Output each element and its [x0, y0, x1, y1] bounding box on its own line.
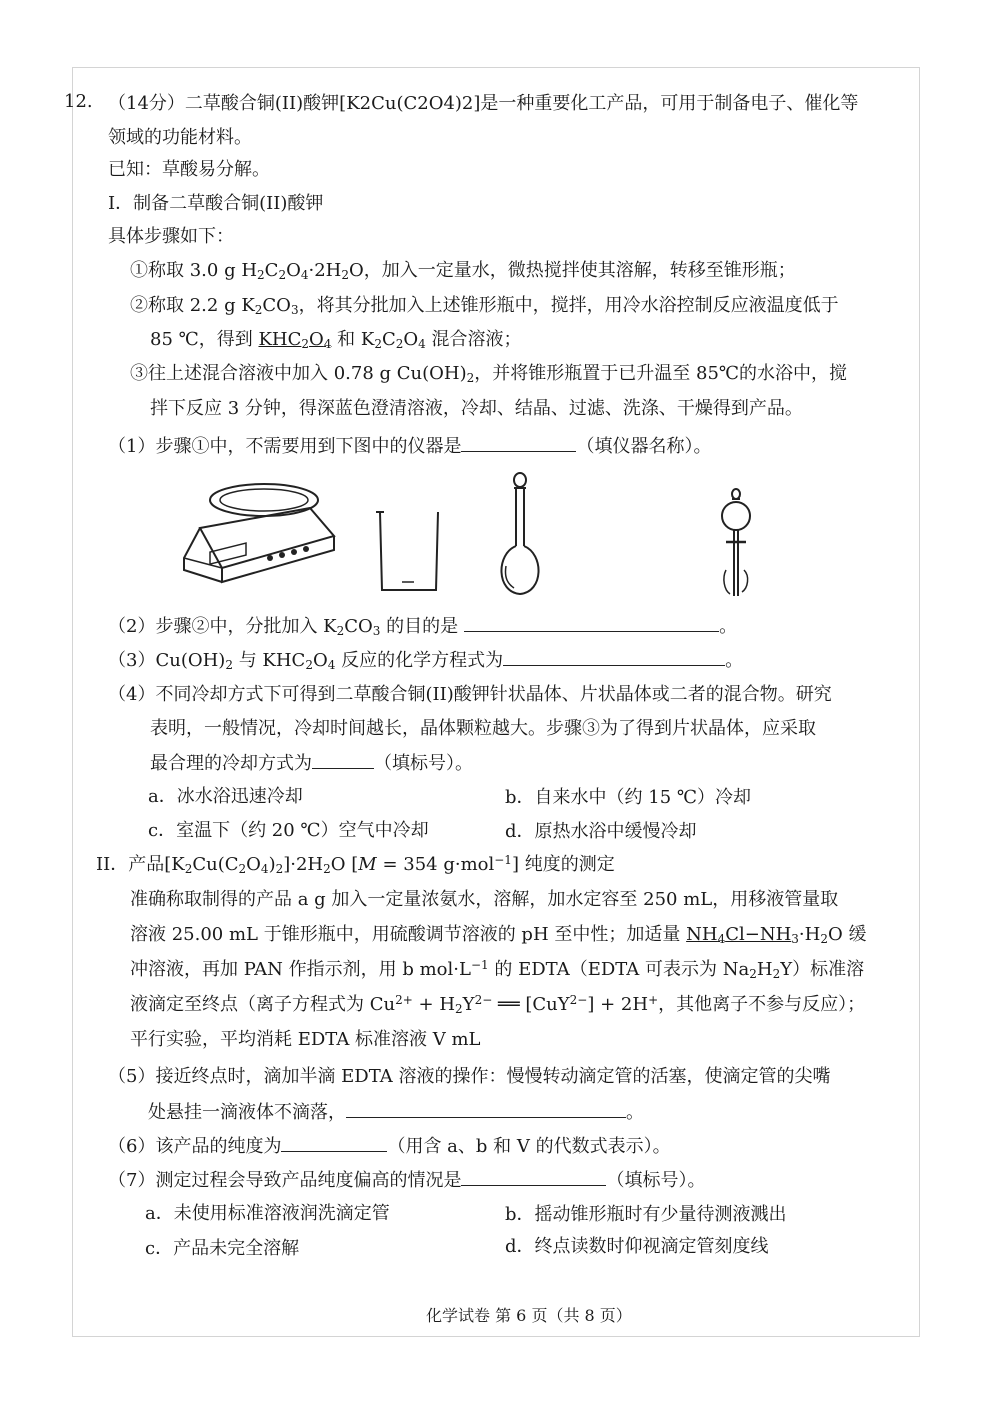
known-condition: 已知：草酸易分解。: [108, 159, 270, 180]
part2-paragraph-line5: 平行实验，平均消耗 EDTA 标准溶液 V mL: [130, 1029, 481, 1050]
question-intro-line1: （14分）二草酸合铜(II)酸钾[K2Cu(C2O4)2]是一种重要化工产品，可用于制备电子、催化等: [108, 93, 859, 114]
beaker-icon: [374, 506, 444, 594]
step2: ②称取 2.2 g $K_2CO_3$，将其分批加入上述锥形瓶中，搅拌，用冷水浴控制反应液温度低于: [130, 295, 839, 317]
volumetric-flask-icon: [494, 470, 550, 600]
q6-answer-blank[interactable]: [281, 1133, 387, 1152]
q3-answer-blank[interactable]: [503, 647, 725, 666]
part2-paragraph-line3: 冲溶液，再加 PAN 作指示剂，用 b $mol\cdot L^{-1}$ 的 EDTA（EDTA 可表示为 $Na_2H_2Y$）标准溶: [130, 958, 865, 981]
q7-option-b: b．摇动锥形瓶时有少量待测液溅出: [505, 1204, 787, 1225]
separatory-funnel-icon: [712, 486, 760, 602]
q2-answer-blank[interactable]: [464, 613, 719, 632]
part2-paragraph-line4: 液滴定至终点（离子方程式为 $Cu^{2+} + H_2Y^{2-}$ ══ [CuY$^{2-}$] + 2H+，其他离子不参与反应）；: [130, 993, 866, 1016]
electronic-balance-icon: [178, 478, 338, 590]
q2: （2）步骤②中，分批加入 $K_2CO_3$ 的目的是 。: [108, 613, 737, 639]
q7-option-a: a．未使用标准溶液润洗滴定管: [145, 1203, 390, 1224]
q7: （7）测定过程会导致产品纯度偏高的情况是 （填标号）。: [108, 1167, 705, 1193]
q6: （6）该产品的纯度为 （用含 a、b 和 V 的代数式表示）。: [108, 1133, 671, 1159]
q1: （1）步骤①中，不需要用到下图中的仪器是 （填仪器名称）。: [108, 433, 711, 459]
part1-heading: I．制备二草酸合铜(II)酸钾: [108, 193, 324, 214]
q4-option-c: c．室温下（约 20 ℃）空气中冷却: [148, 820, 429, 841]
page-footer: 化学试卷 第 6 页（共 8 页）: [426, 1306, 632, 1325]
q4-line2: 表明，一般情况，冷却时间越长，晶体颗粒越大。步骤③为了得到片状晶体，应采取: [150, 718, 816, 739]
q7-answer-blank[interactable]: [461, 1167, 606, 1186]
q5-answer-blank[interactable]: [346, 1099, 626, 1118]
q4-line1: （4）不同冷却方式下可得到二草酸合铜(II)酸钾针状晶体、片状晶体或二者的混合物。研究: [108, 684, 832, 705]
q7-option-d: d．终点读数时仰视滴定管刻度线: [505, 1236, 769, 1257]
q1-answer-blank[interactable]: [461, 433, 576, 452]
q4-answer-blank[interactable]: [312, 750, 374, 769]
part2-paragraph-line1: 准确称取制得的产品 a g 加入一定量浓氨水，溶解，加水定容至 250 mL，用移液管量取: [130, 889, 839, 910]
question-number: 12.: [64, 91, 93, 112]
q4-option-d: d．原热水浴中缓慢冷却: [505, 821, 697, 842]
q7-option-c: c．产品未完全溶解: [145, 1238, 300, 1259]
q3: $(3)Cu(OH)_2$ 与 $KHC_2O_4$ 反应的化学方程式为 。: [108, 647, 743, 673]
q4-line3: 最合理的冷却方式为 （填标号）。: [150, 750, 473, 776]
question-intro-line2: 领域的功能材料。: [108, 127, 252, 148]
step3: ③往上述混合溶液中加入 0.78 g $Cu(OH)_2$，并将锥形瓶置于已升温至 85℃的水浴中，搅: [130, 363, 848, 385]
step3-line2: 拌下反应 3 分钟，得深蓝色澄清溶液，冷却、结晶、过滤、洗涤、干燥得到产品。: [150, 398, 803, 419]
q4-option-a: a．冰水浴迅速冷却: [148, 786, 303, 807]
q5-line2: 处悬挂一滴液体不滴落， 。: [148, 1099, 644, 1125]
q5-line1: （5）接近终点时，滴加半滴 EDTA 溶液的操作：慢慢转动滴定管的活塞，使滴定管的尖嘴: [108, 1066, 831, 1087]
part1-steps-intro: 具体步骤如下：: [108, 226, 234, 247]
q4-option-b: b．自来水中（约 15 ℃）冷却: [505, 787, 752, 808]
part2-heading: II．产品$[K_2Cu(C_2O_4)_2]\cdot 2H_2O$ [M = 354 g·mol$^{-1}$] 纯度的测定: [96, 853, 615, 876]
step1: ①称取 3.0 g $H_2C_2O_4\cdot 2H_2O$，加入一定量水，微热搅拌使其溶解，转移至锥形瓶；: [130, 260, 796, 282]
part2-paragraph-line2: 溶液 25.00 mL 于锥形瓶中，用硫酸调节溶液的 pH 至中性；加适量 $NH_4Cl-NH_3\cdot H_2O$ 缓: [130, 924, 867, 946]
step2-line2: 85 ℃，得到 $KHC_2O_4$ 和 $K_2C_2O_4$ 混合溶液；: [150, 329, 522, 351]
